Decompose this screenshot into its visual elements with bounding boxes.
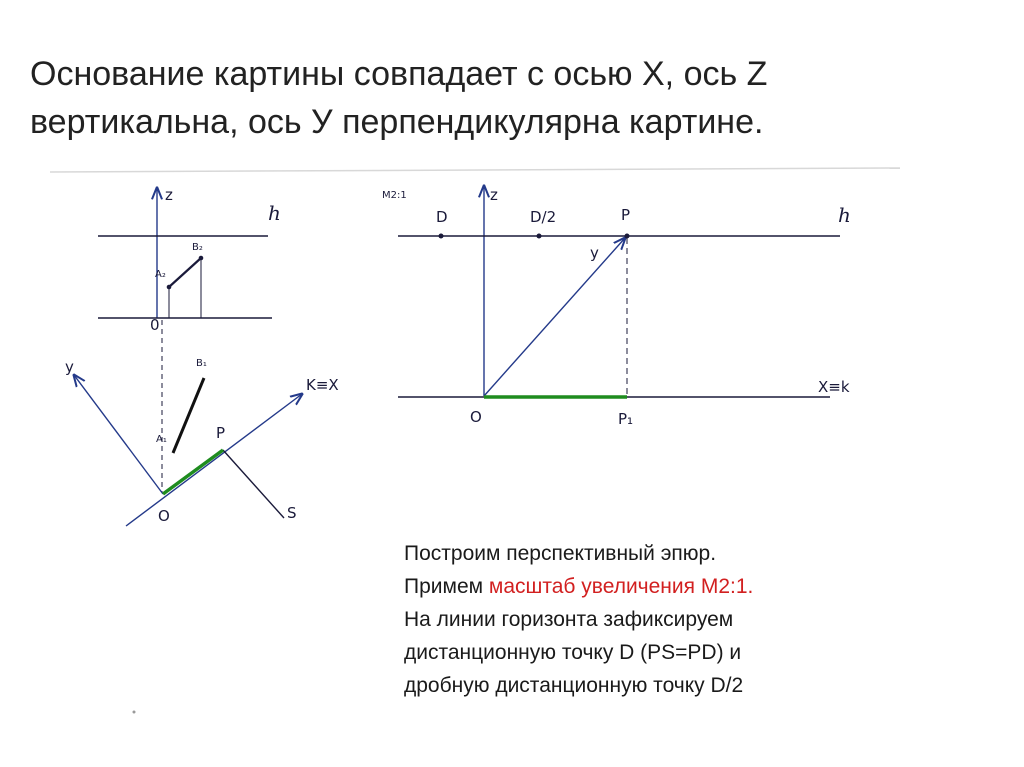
explanation-line-1: Построим перспективный эпюр. (404, 542, 717, 565)
point-p (625, 234, 630, 239)
right-label-o: O (470, 408, 482, 426)
left-label-z: z (165, 186, 173, 204)
left-label-p: P (216, 424, 226, 442)
scan-speck (133, 711, 136, 714)
right-label-d: D (436, 208, 448, 226)
left-label-k-x: K≡X (306, 376, 339, 394)
left-y-axis (74, 375, 163, 494)
explanation-text (404, 537, 964, 702)
left-label-o: O (158, 507, 170, 525)
right-label-p1: P₁ (618, 410, 634, 428)
scale-highlight: масштаб увеличения М2:1. (488, 575, 754, 598)
left-label-origin-front: 0 (150, 316, 160, 334)
explanation-line-2 (404, 570, 964, 603)
right-label-y: y (590, 244, 599, 262)
explanation-line-5: дробную дистанционную точку D/2 (404, 674, 744, 697)
explanation-line-4: дистанционную точку D (PS=PD) и (404, 641, 742, 664)
label-a1: A₁ (156, 434, 167, 445)
right-y-axis (484, 238, 625, 396)
right-label-z: z (490, 186, 498, 204)
segment-o-p-left (163, 450, 223, 494)
explanation-line-3: На линии горизонта зафиксируем (404, 608, 734, 631)
picture-line-os (223, 450, 284, 518)
right-label-d2: D/2 (530, 208, 557, 226)
title-line-1: Основание картины совпадает с осью X, ось Z (30, 55, 768, 93)
explanation-line-2-prefix: Примем (404, 575, 489, 598)
scale-label: M2:1 (382, 190, 407, 201)
right-figure (382, 186, 851, 428)
point-d2 (537, 234, 542, 239)
right-label-p: P (621, 206, 631, 224)
scan-edge-line (50, 168, 900, 172)
segment-a1-b1 (173, 378, 204, 453)
left-label-y: y (65, 358, 74, 376)
left-figure (65, 186, 339, 526)
title-line-2: вертикальна, ось У перпендикулярна картине. (30, 103, 764, 141)
label-b1: B₁ (196, 358, 207, 369)
left-label-s: S (287, 504, 297, 522)
point-b2 (199, 256, 204, 261)
segment-a2-b2 (169, 258, 201, 287)
point-d (439, 234, 444, 239)
right-label-h: h (838, 203, 851, 227)
point-a2 (167, 285, 172, 290)
left-label-h: h (268, 201, 281, 225)
right-label-x-k: X≡k (818, 378, 850, 396)
label-b2: B₂ (192, 242, 203, 253)
left-x-axis (126, 394, 302, 526)
label-a2: A₂ (155, 269, 166, 280)
